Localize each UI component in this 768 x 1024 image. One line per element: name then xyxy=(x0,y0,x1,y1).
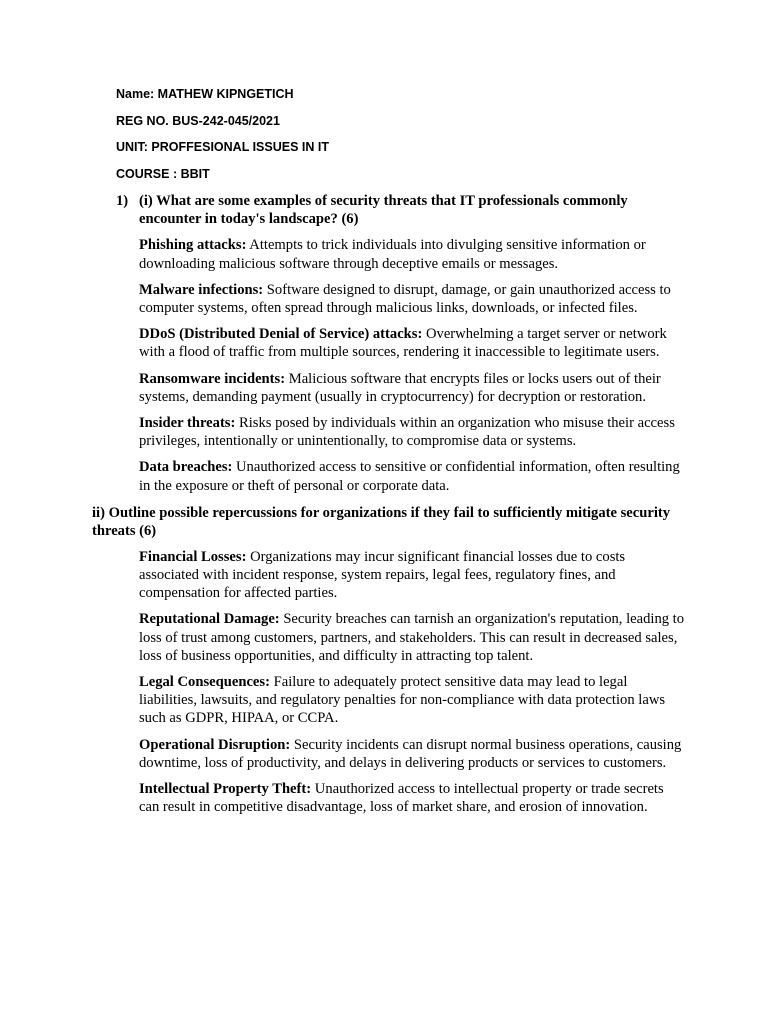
item-term: Operational Disruption: xyxy=(139,736,291,753)
item-term: Insider threats: xyxy=(139,415,236,431)
question-1-number: 1) xyxy=(116,193,129,210)
question-2-text: ii) Outline possible repercussions for organizations if they fail to sufficiently mitigate security threats (6) xyxy=(92,504,671,539)
item-term: Malware infections: xyxy=(139,281,264,298)
course-name: COURSE : BBIT xyxy=(116,166,210,181)
registration-number: REG NO. BUS-242-045/2021 xyxy=(116,113,280,128)
item-description: Failure to adequately protect sensitive data may lead to legal liabilities, lawsuits, and regulatory penalties for non-compliance with data protection laws such as GDPR, HIPAA, or CCPA. xyxy=(139,674,666,727)
repercussion-item-legal xyxy=(139,673,687,728)
item-term: Phishing attacks: xyxy=(139,237,247,254)
item-term: DDoS (Distributed Denial of Service) attacks: xyxy=(139,326,423,343)
item-description: Organizations may incur significant financial losses due to costs associated with incident response, system repairs, legal fees, regulatory fines, and compensation for affected parties. xyxy=(139,548,626,602)
student-name: Name: MATHEW KIPNGETICH xyxy=(116,87,294,101)
item-description: Attempts to trick individuals into divulging sensitive information or downloading malicious software through deceptive emails or messages. xyxy=(139,237,646,272)
item-description: Unauthorized access to intellectual property or trade secrets can result in competitive disadvantage, loss of market share, and erosion of innovation. xyxy=(139,781,664,816)
threat-item-ransomware xyxy=(139,370,687,406)
item-description: Unauthorized access to sensitive or confidential information, often resulting in the exposure or theft of personal or corporate data. xyxy=(139,459,680,494)
repercussion-item-ip-theft xyxy=(139,780,687,816)
threat-item-malware xyxy=(139,281,687,317)
item-description: Security incidents can disrupt normal business operations, causing downtime, loss of productivity, and delays in delivering products or services to customers. xyxy=(139,736,682,771)
repercussion-item-financial xyxy=(139,548,687,603)
item-description: Overwhelming a target server or network with a flood of traffic from multiple sources, rendering it inaccessible to legitimate users. xyxy=(139,326,667,361)
item-description: Malicious software that encrypts files or locks users out of their systems, demanding payment (usually in cryptocurrency) for decryption or restoration. xyxy=(139,370,661,405)
item-description: Security breaches can tarnish an organization's reputation, leading to loss of trust among customers, partners, and stakeholders. This can result in decreased sales, loss of business opportunities, and difficulty in attracting top talent. xyxy=(139,611,685,664)
question-1-text: (i) What are some examples of security threats that IT professionals commonly encounter in today's landscape? (6) xyxy=(139,193,628,228)
item-term: Legal Consequences: xyxy=(139,674,270,691)
threat-item-data-breaches xyxy=(139,458,687,494)
threat-item-phishing xyxy=(139,236,687,272)
unit-name: UNIT: PROFFESIONAL ISSUES IN IT xyxy=(116,140,329,155)
item-description: Risks posed by individuals within an organization who misuse their access privileges, intentionally or unintentionally, to compromise data or systems. xyxy=(139,415,675,450)
repercussion-item-reputational xyxy=(139,610,687,665)
item-term: Ransomware incidents: xyxy=(139,370,286,387)
threat-item-insider xyxy=(139,414,687,450)
item-term: Data breaches: xyxy=(139,459,233,476)
question-1 xyxy=(116,192,688,228)
item-term: Reputational Damage: xyxy=(139,611,280,628)
item-description: Software designed to disrupt, damage, or gain unauthorized access to computer systems, often spread through malicious links, downloads, or infected files. xyxy=(139,281,671,316)
item-term: Intellectual Property Theft: xyxy=(139,781,312,798)
threat-item-ddos xyxy=(139,325,687,361)
repercussion-item-operational xyxy=(139,736,687,772)
item-term: Financial Losses: xyxy=(139,548,247,565)
